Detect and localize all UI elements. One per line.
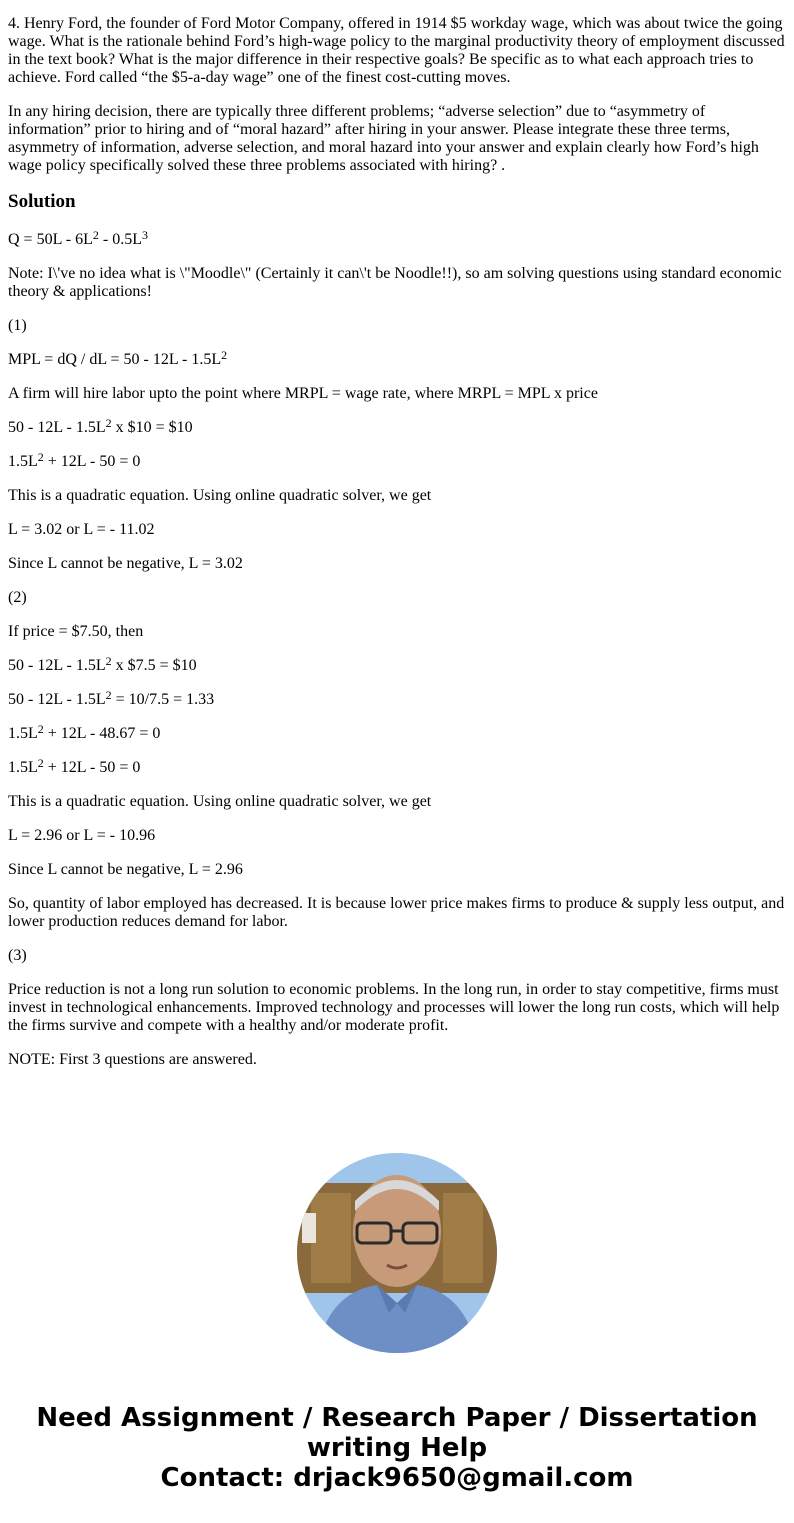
production-function: $Q = 50L - 6L^2 - 0.5L^3$: [8, 228, 148, 248]
question-paragraph-1: 4. Henry Ford, the founder of Ford Motor Company, offered in 1914 $5 workday wage, which was about twice the going wage. What is the rationale behind Ford’s high-wage policy to the marginal productivity theory of employment discussed in the text book? What is the major difference in their respective goals? Be specific as to what each approach tries to achieve. Ford called “the $5-a-day wage” one of the finest cost-cutting moves.: [8, 15, 785, 86]
help-advertisement: [0, 1403, 794, 1493]
part-2-label: (2): [8, 589, 27, 606]
promo-line-1: Need Assignment / Research Paper / Dissertation: [36, 1403, 758, 1433]
tutor-avatar: [297, 1153, 497, 1353]
hiring-rule: A firm will hire labor upto the point where MRPL = wage rate, where MRPL = MPL x price: [8, 385, 598, 402]
question-paragraph-2: In any hiring decision, there are typically three different problems; “adverse selection” due to “asymmetry of information” prior to hiring and of “moral hazard” after hiring in your answer. Please integrate these three terms, asymmetry of information, adverse selection, and moral hazard into your answer and explain clearly how Ford’s high wage policy specifically solved these three problems associated with hiring? .: [8, 103, 759, 174]
solution-heading: Solution: [8, 191, 76, 212]
solution-note: Note: I\'ve no idea what is \"Moodle\" (Certainly it can\'t be Noodle!!), so am solving questions using standard economic theory & applications!: [8, 265, 782, 300]
part-2-intro: If price = $7.50, then: [8, 623, 144, 640]
part-1-roots: L = 3.02 or L = - 11.02: [8, 521, 155, 538]
part-1-label: (1): [8, 317, 27, 334]
part-2-equation-4: $1.5L^2 + 12L - 50 = 0$: [8, 756, 141, 776]
part-2-solver-text: This is a quadratic equation. Using online quadratic solver, we get: [8, 793, 432, 810]
tutor-avatar-photo: [297, 1153, 497, 1353]
part-2-roots: L = 2.96 or L = - 10.96: [8, 827, 156, 844]
part-2-equation-1: $50 - 12L - 1.5L^2$ x $7.5 = $10: [8, 654, 197, 674]
part-1-conclusion: Since L cannot be negative, L = 3.02: [8, 555, 243, 572]
part-3-label: (3): [8, 947, 27, 964]
promo-line-2: writing Help: [306, 1433, 488, 1463]
part-1-equation-1: $50 - 12L - 1.5L^2$ x $10 = $10: [8, 416, 193, 436]
part-2-equation-2: $50 - 12L - 1.5L^2 = 10/7.5 = 1.33$: [8, 688, 215, 708]
part-2-explanation: So, quantity of labor employed has decreased. It is because lower price makes firms to produce & supply less output, and lower production reduces demand for labor.: [8, 895, 785, 930]
final-note: NOTE: First 3 questions are answered.: [8, 1051, 257, 1068]
answer-document: [8, 15, 786, 1085]
part-1-equation-2: $1.5L^2 + 12L - 50 = 0$: [8, 450, 141, 470]
part-1-solver-text: This is a quadratic equation. Using online quadratic solver, we get: [8, 487, 432, 504]
promo-contact: Contact: drjack9650@gmail.com: [160, 1463, 634, 1493]
part-2-conclusion: Since L cannot be negative, L = 2.96: [8, 861, 243, 878]
part-3-text: Price reduction is not a long run solution to economic problems. In the long run, in order to stay competitive, firms must invest in technological enhancements. Improved technology and processes will lower the long run costs, which will help the firms survive and compete with a healthy and/or moderate profit.: [8, 981, 780, 1034]
mpl-equation: MPL = dQ / dL = $50 - 12L - 1.5L^2$: [8, 348, 228, 368]
part-2-equation-3: $1.5L^2 + 12L - 48.67 = 0$: [8, 722, 161, 742]
